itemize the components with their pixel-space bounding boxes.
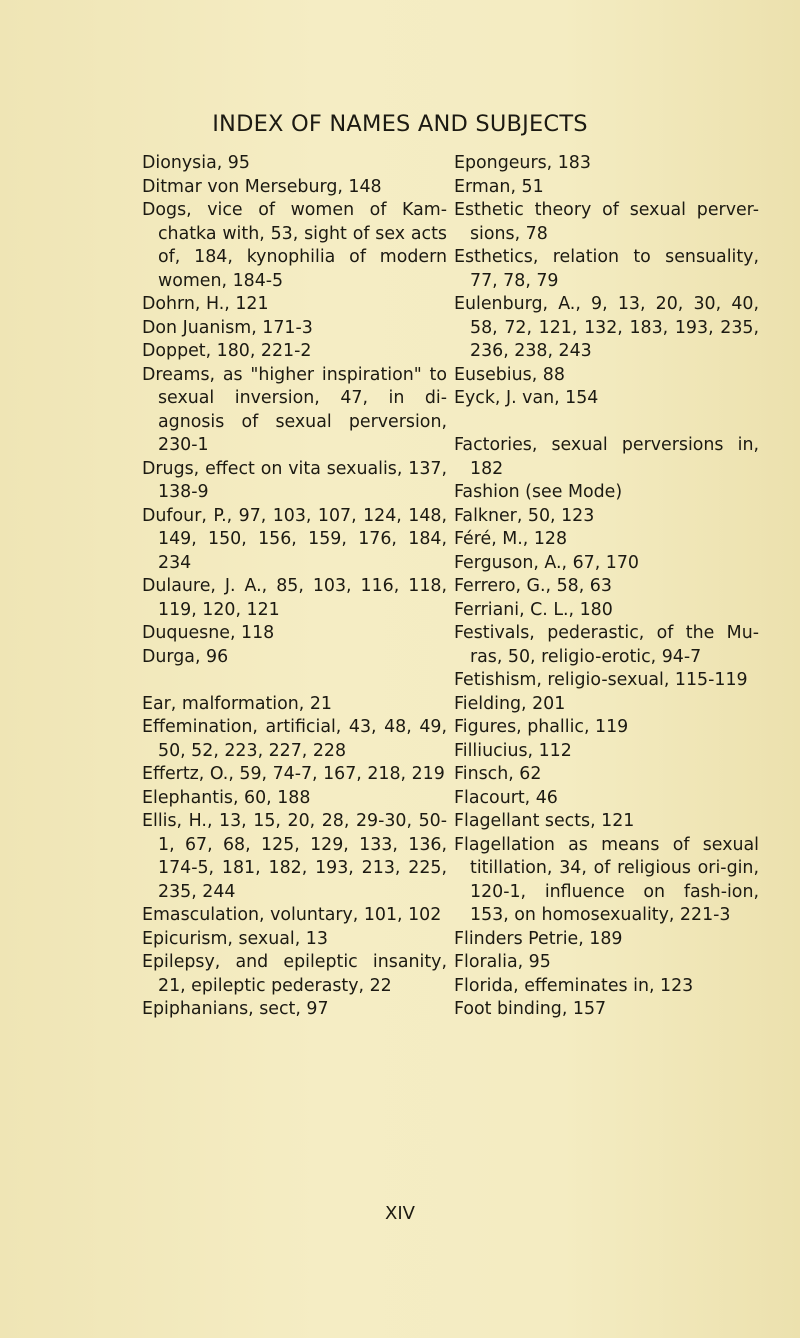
- index-entry: Emasculation, voluntary, 101, 102: [142, 905, 442, 925]
- index-entry: Don Juanism, 171-3: [142, 317, 313, 338]
- index-entry: Filliucius, 112: [454, 740, 572, 761]
- index-entry: Ditmar von Merseburg, 148: [142, 176, 382, 197]
- index-entry: Dreams, as "higher inspiration" to sexual inversion, 47, in di-agnosis of sexual perversion, 230-1: [142, 364, 447, 455]
- index-entry: Eulenburg, A., 9, 13, 20, 30, 40, 58, 72, 121, 132, 183, 193, 235, 236, 238, 243: [454, 294, 759, 361]
- index-entry: Ferrero, G., 58, 63: [454, 576, 612, 596]
- section-gap: [142, 669, 447, 693]
- index-entry: Eyck, J. van, 154: [454, 388, 599, 408]
- index-entry: Epiphanians, sect, 97: [142, 999, 329, 1019]
- index-entry: Durga, 96: [142, 646, 229, 667]
- index-entry: Flinders Petrie, 189: [454, 928, 623, 949]
- index-entry: Flagellant sects, 121: [454, 811, 635, 831]
- section-gap: [454, 411, 759, 435]
- index-entry: Falkner, 50, 123: [454, 505, 595, 526]
- index-entry: Duquesne, 118: [142, 623, 275, 643]
- index-entry: Florida, effeminates in, 123: [454, 975, 694, 996]
- index-entry: Dufour, P., 97, 103, 107, 124, 148, 149, 150, 156, 159, 176, 184, 234: [142, 505, 447, 573]
- index-entry: Festivals, pederastic, of the Mu-ras, 50, religio-erotic, 94-7: [454, 623, 759, 667]
- index-entry: Factories, sexual perversions in, 182: [454, 435, 759, 479]
- index-entry: Ferguson, A., 67, 170: [454, 552, 639, 573]
- index-entry: Finsch, 62: [454, 764, 542, 784]
- index-entry: Effertz, O., 59, 74-7, 167, 218, 219: [142, 764, 445, 784]
- index-entry: Doppet, 180, 221-2: [142, 341, 312, 361]
- index-entry: Drugs, effect on vita sexualis, 137, 138-9: [142, 458, 447, 502]
- index-entry: Figures, phallic, 119: [454, 717, 629, 737]
- index-column-left: [142, 152, 447, 1022]
- index-entry: Esthetic theory of sexual perver-sions, 78: [454, 200, 759, 244]
- index-entry: Fetishism, religio-sexual, 115-119: [454, 670, 748, 690]
- index-column-right: [454, 152, 759, 1022]
- index-entry: Epilepsy, and epileptic insanity, 21, epileptic pederasty, 22: [142, 952, 447, 996]
- index-entry: Féré, M., 128: [454, 529, 568, 549]
- index-entry: Flacourt, 46: [454, 787, 558, 808]
- index-entry: Flagellation as means of sexual titillation, 34, of religious ori-gin, 120-1, influence on fash-ion, 153, on homosexuality, 221-3: [454, 834, 759, 925]
- index-entry: Floralia, 95: [454, 952, 551, 972]
- index-entry: Epicurism, sexual, 13: [142, 928, 328, 949]
- page-title: INDEX OF NAMES AND SUBJECTS: [212, 111, 588, 137]
- index-entry: Eusebius, 88: [454, 364, 565, 385]
- index-entry: Fashion (see Mode): [454, 482, 623, 502]
- index-entry: Ferriani, C. L., 180: [454, 599, 613, 620]
- index-entry: Dogs, vice of women of Kam-chatka with, 53, sight of sex acts of, 184, kynophilia of modern women, 184-5: [142, 200, 447, 291]
- index-entry: Epongeurs, 183: [454, 153, 591, 173]
- index-entry: Erman, 51: [454, 176, 544, 197]
- index-entry: Dohrn, H., 121: [142, 294, 269, 314]
- index-entry: Esthetics, relation to sensuality, 77, 78, 79: [454, 247, 759, 291]
- index-entry: Ear, malformation, 21: [142, 693, 332, 714]
- index-entry: Dionysia, 95: [142, 153, 250, 173]
- page-number: XIV: [385, 1203, 415, 1224]
- index-entry: Effemination, artificial, 43, 48, 49, 50, 52, 223, 227, 228: [142, 717, 447, 761]
- index-entry: Fielding, 201: [454, 693, 566, 714]
- index-entry: Ellis, H., 13, 15, 20, 28, 29-30, 50-1, 67, 68, 125, 129, 133, 136, 174-5, 181, 182, 193, 213, 225, 235, 244: [142, 811, 447, 902]
- index-entry: Dulaure, J. A., 85, 103, 116, 118, 119, 120, 121: [142, 576, 447, 620]
- index-entry: Foot binding, 157: [454, 999, 607, 1019]
- index-entry: Elephantis, 60, 188: [142, 787, 311, 808]
